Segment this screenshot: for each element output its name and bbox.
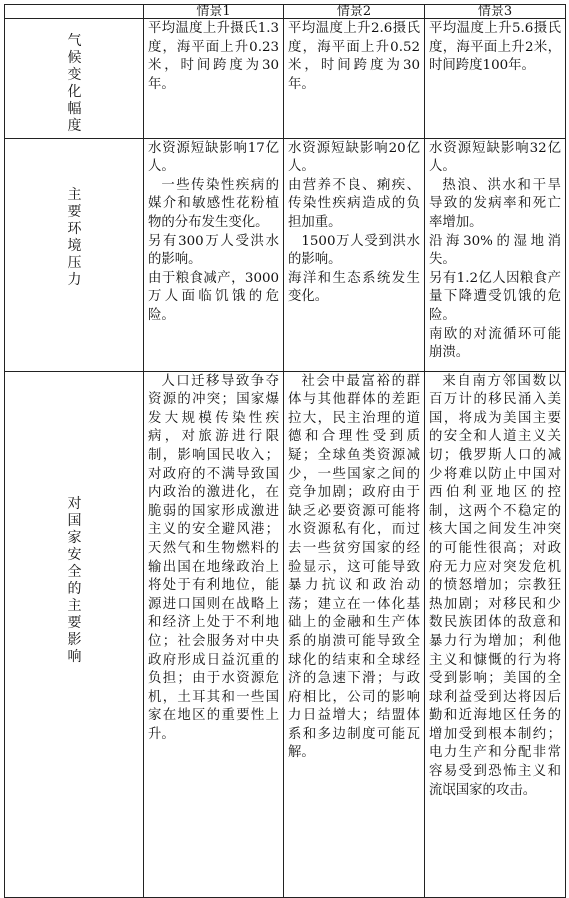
table-row xyxy=(5,19,566,139)
climate-scenario-table xyxy=(4,4,566,898)
row-label-text: 主要环境压力 xyxy=(67,186,82,288)
cell-paragraph: 由营养不良、痢疾、传染性疾病造成的负担加重。 xyxy=(288,177,420,230)
header-scenario-2: 情景2 xyxy=(284,5,425,19)
row-label-text: 对国家安全的主要影响 xyxy=(67,495,82,665)
cell-paragraph: 热浪、洪水和干旱导致的发病率和死亡率增加。 xyxy=(429,177,561,230)
cell-paragraph: 人口迁移导致争夺资源的冲突；国家爆发大规模传染性疾病，对旅游进行限制，影响国民收入；对政府的不满导致国内政治的激进化，在脆弱的国家形成激进主义的安全避风港；天然气和生物燃料的输出国在地缘政治上将处于有利地位，能源进口国则在战略上和经济上处于不利地位；社会服务对中央政府形成日益沉重的负担；由于水资源危机，土耳其和一些国家在地区的重要性上升。 xyxy=(148,373,279,742)
cell-paragraph: 来自南方邻国数以百万计的移民涌入美国，将成为美国主要的安全和人道主义关切；俄罗斯人口的减少将难以防止中国对西伯利亚地区的控制，这两个不稳定的核大国之间发生冲突的可能性很高；对政府无力应对突发危机的愤怒增加；宗教狂热加剧；对移民和少数民族团体的敌意和暴力行为增加；利他主义和慷慨的行为将受到影响；美国的全球利益受到达将因后勤和近海地区任务的增加受到根本制约；电力生产和分配非常容易受到恐怖主义和流氓国家的攻击。 xyxy=(429,373,561,798)
cell-paragraph: 水资源短缺影响17亿人。 xyxy=(148,140,279,175)
table-cell xyxy=(284,19,425,139)
cell-paragraph: 水资源短缺影响20亿人。 xyxy=(288,140,420,175)
cell-paragraph: 平均温度上升摄氏1.3度，海平面上升0.23米，时间跨度为30年。 xyxy=(148,21,279,92)
table-cell xyxy=(284,371,425,897)
cell-paragraph: 社会中最富裕的群体与其他群体的差距拉大，民主治理的道德和合理性受到质疑；全球鱼类资源减少，一些国家之间的竞争加剧；政府由于缺乏必要资源可能将水资源私有化，而过去一些贫穷国家的经验显示，这可能导致暴力抗议和政治动荡；建立在一体化基础上的金融和生产体系的崩溃可能导致全球化的结束和全球经济的急速下滑；与政府相比，公司的影响力日益增大；结盟体系和多边制度可能瓦解。 xyxy=(288,373,420,761)
cell-paragraph: 另有300万人受洪水的影响。 xyxy=(148,233,279,268)
cell-paragraph: 由于粮食减产，3000万人面临饥饿的危险。 xyxy=(148,270,279,323)
table-cell xyxy=(425,138,566,371)
cell-paragraph: 1500万人受到洪水的影响。 xyxy=(288,233,420,268)
table-cell xyxy=(144,371,284,897)
cell-paragraph: 沿海30%的湿地消失。 xyxy=(429,233,561,268)
cell-paragraph: 平均温度上升5.6摄氏度，海平面上升2米，时间跨度100年。 xyxy=(429,21,561,74)
table-header-row xyxy=(5,5,566,19)
cell-paragraph: 一些传染性疾病的媒介和敏感性花粉植物的分布发生变化。 xyxy=(148,177,279,230)
table-cell xyxy=(425,371,566,897)
cell-paragraph: 平均温度上升2.6摄氏度，海平面上升0.52米，时间跨度为30年。 xyxy=(288,21,420,92)
cell-paragraph: 南欧的对流循环可能崩溃。 xyxy=(429,326,561,361)
header-scenario-3: 情景3 xyxy=(425,5,566,19)
row-label-text: 气候变化幅度 xyxy=(67,33,82,134)
table-row xyxy=(5,371,566,897)
table-cell xyxy=(144,138,284,371)
table-cell xyxy=(144,19,284,139)
row-label-security-impact xyxy=(5,371,144,897)
cell-paragraph: 另有1.2亿人因粮食产量下降遭受饥饿的危险。 xyxy=(429,270,561,323)
header-scenario-1: 情景1 xyxy=(144,5,284,19)
table-cell xyxy=(425,19,566,139)
cell-paragraph: 海洋和生态系统发生变化。 xyxy=(288,270,420,305)
header-corner-cell xyxy=(5,5,144,19)
cell-paragraph: 水资源短缺影响32亿人。 xyxy=(429,140,561,175)
table-cell xyxy=(284,138,425,371)
table-row xyxy=(5,138,566,371)
row-label-climate-change xyxy=(5,19,144,139)
row-label-environment-pressure xyxy=(5,138,144,371)
